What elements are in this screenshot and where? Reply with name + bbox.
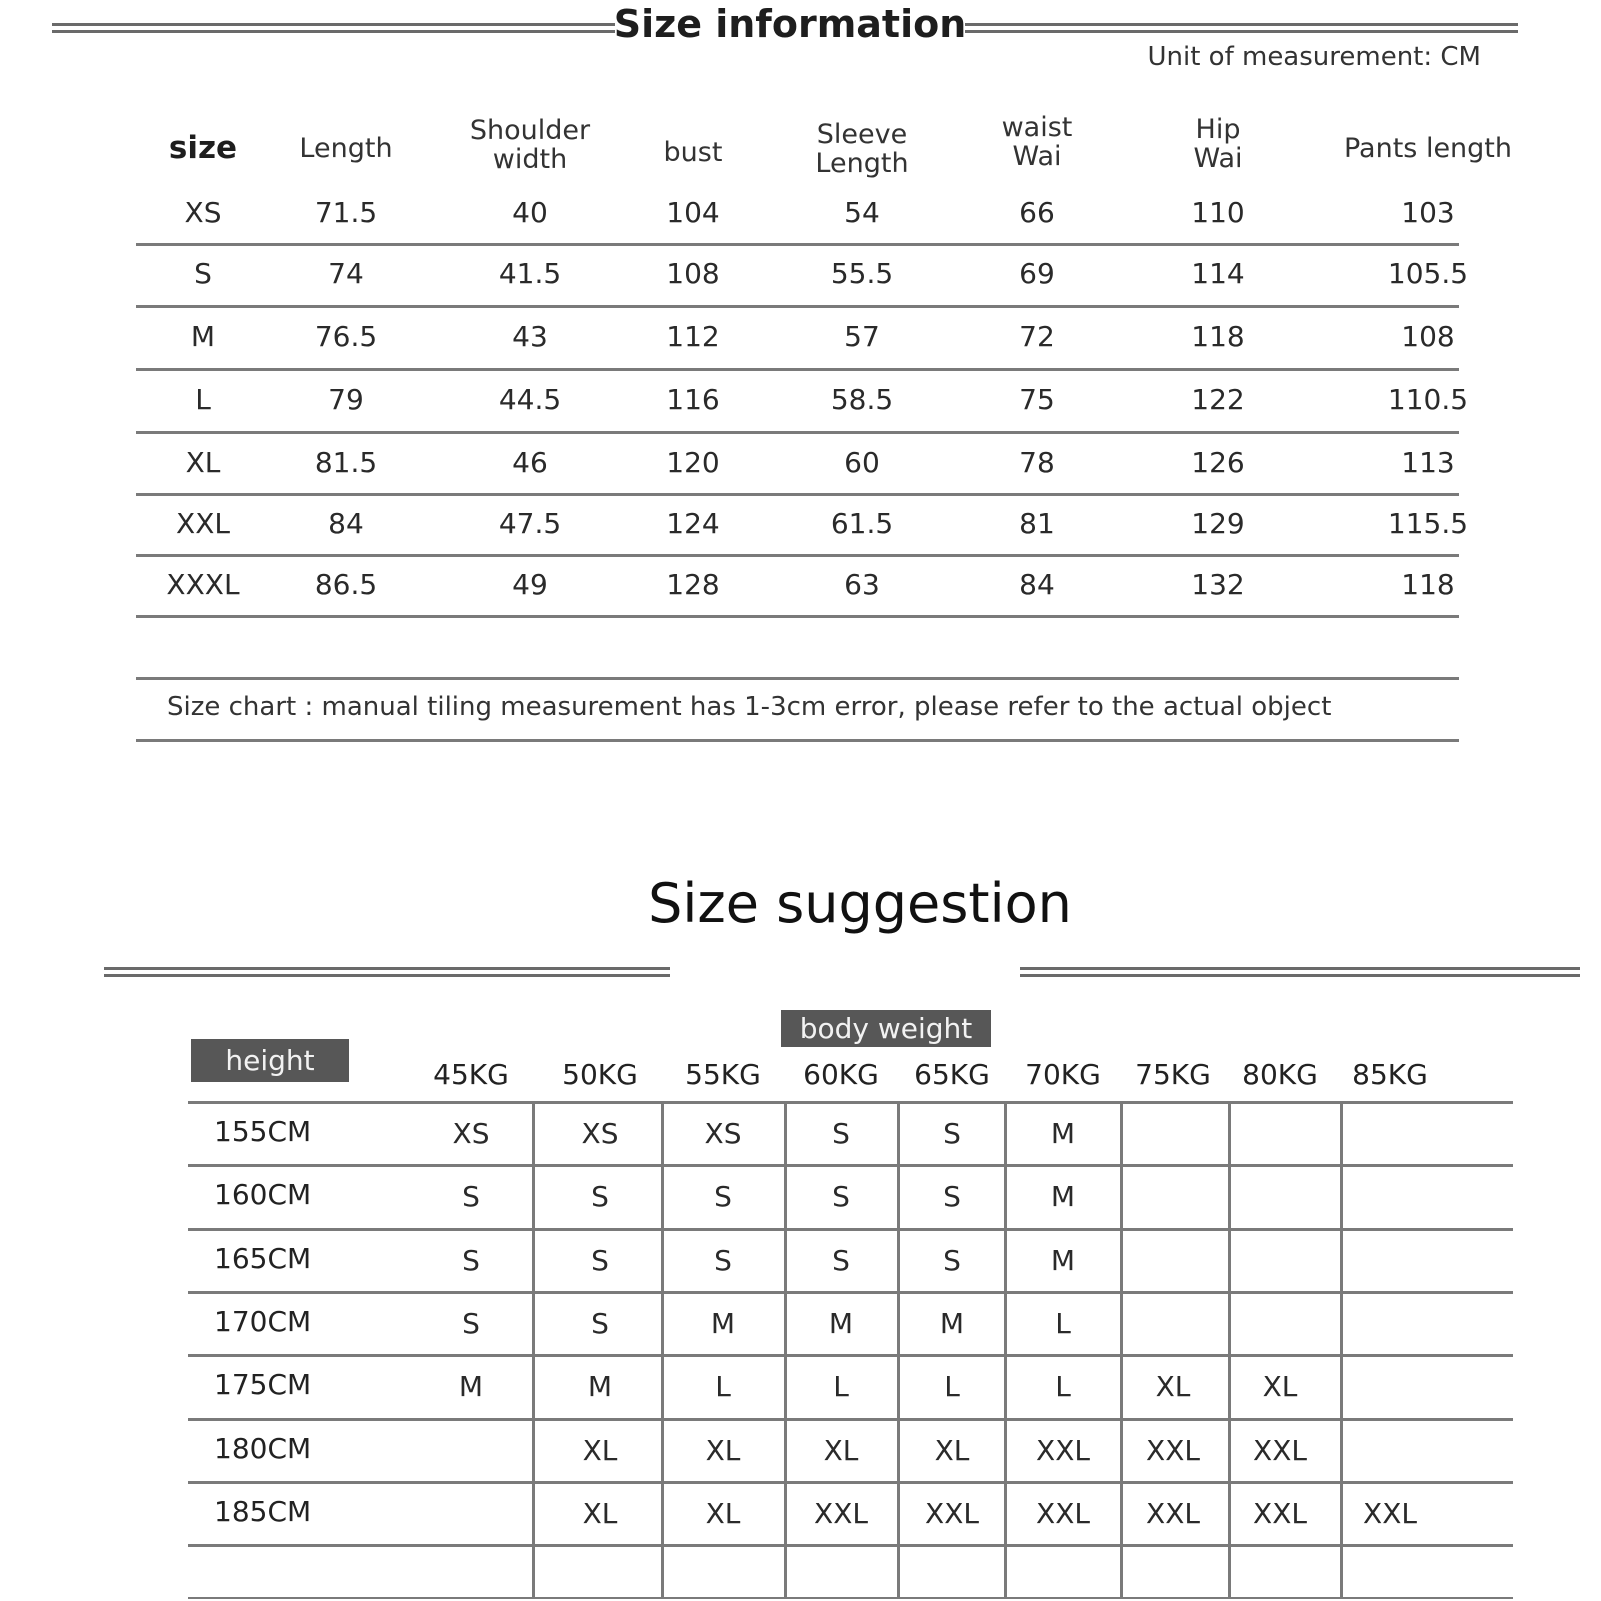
suggested-size-cell: XXL	[1146, 1434, 1200, 1467]
measurement-cell: 61.5	[830, 507, 894, 540]
row-divider	[136, 305, 1459, 308]
suggested-size-cell: XL	[1155, 1370, 1191, 1403]
height-label: height	[191, 1039, 349, 1082]
measurement-cell: 78	[1019, 446, 1055, 479]
grid-row-line	[188, 1544, 1513, 1547]
size-suggestion-title: Size suggestion	[648, 872, 1072, 935]
suggested-size-cell: XS	[704, 1117, 742, 1150]
suggestion-rule-right	[1020, 967, 1580, 970]
size-label: L	[195, 383, 211, 416]
height-row-label: 185CM	[214, 1495, 312, 1528]
row-divider	[136, 615, 1459, 618]
column-header: Pants length	[1343, 133, 1513, 164]
column-header: bust	[663, 137, 723, 168]
suggested-size-cell: S	[943, 1180, 961, 1213]
weight-column-header: 80KG	[1242, 1058, 1318, 1091]
suggested-size-cell: XL	[1262, 1370, 1298, 1403]
measurement-cell: 63	[844, 568, 880, 601]
suggested-size-cell: XXL	[1363, 1497, 1417, 1530]
size-label: XS	[184, 196, 222, 229]
measurement-cell: 75	[1019, 383, 1055, 416]
suggested-size-cell: XL	[934, 1434, 970, 1467]
column-header: Sleeve Length	[815, 119, 909, 179]
suggested-size-cell: M	[710, 1307, 736, 1340]
weight-column-header: 50KG	[562, 1058, 638, 1091]
measurement-cell: 115.5	[1387, 507, 1469, 540]
column-header: Shoulder width	[469, 115, 591, 175]
weight-column-header: 55KG	[685, 1058, 761, 1091]
height-row-label: 160CM	[214, 1178, 312, 1211]
measurement-cell: 72	[1019, 320, 1055, 353]
suggested-size-cell: XL	[582, 1497, 618, 1530]
size-information-title: Size information	[613, 2, 967, 46]
size-label: M	[190, 320, 216, 353]
grid-row-line	[188, 1164, 1513, 1167]
suggested-size-cell: S	[462, 1307, 480, 1340]
measurement-cell: 44.5	[498, 383, 562, 416]
suggested-size-cell: L	[1055, 1370, 1071, 1403]
grid-row-line	[188, 1418, 1513, 1421]
suggested-size-cell: M	[1050, 1244, 1076, 1277]
measurement-cell: 81.5	[314, 446, 378, 479]
note-top-rule	[136, 677, 1459, 680]
grid-column-line	[1228, 1101, 1231, 1597]
measurement-cell: 81	[1019, 507, 1055, 540]
suggested-size-cell: L	[944, 1370, 960, 1403]
suggested-size-cell: XS	[581, 1117, 619, 1150]
measurement-cell: 110.5	[1387, 383, 1469, 416]
weight-column-header: 70KG	[1025, 1058, 1101, 1091]
measurement-cell: 108	[666, 257, 720, 290]
size-label: S	[194, 257, 212, 290]
suggested-size-cell: S	[714, 1180, 732, 1213]
size-label: XL	[185, 446, 221, 479]
suggested-size-cell: XS	[452, 1117, 490, 1150]
measurement-cell: 84	[1019, 568, 1055, 601]
measurement-cell: 104	[666, 196, 720, 229]
suggested-size-cell: M	[458, 1370, 484, 1403]
weight-column-header: 75KG	[1135, 1058, 1211, 1091]
height-row-label: 165CM	[214, 1242, 312, 1275]
measurement-cell: 105.5	[1387, 257, 1469, 290]
suggested-size-cell: M	[587, 1370, 613, 1403]
measurement-cell: 71.5	[314, 196, 378, 229]
suggested-size-cell: XXL	[1253, 1497, 1307, 1530]
suggested-size-cell: S	[832, 1244, 850, 1277]
suggested-size-cell: S	[462, 1244, 480, 1277]
grid-row-line	[188, 1597, 1513, 1599]
suggested-size-cell: S	[462, 1180, 480, 1213]
title-rule-left	[52, 23, 615, 26]
measurement-cell: 122	[1191, 383, 1245, 416]
column-header: waist Wai	[1001, 112, 1073, 172]
suggested-size-cell: XXL	[1036, 1434, 1090, 1467]
height-row-label: 155CM	[214, 1115, 312, 1148]
row-divider	[136, 493, 1459, 496]
measurement-cell: 118	[1401, 568, 1455, 601]
weight-column-header: 60KG	[803, 1058, 879, 1091]
suggested-size-cell: XL	[705, 1497, 741, 1530]
measurement-cell: 49	[512, 568, 548, 601]
grid-column-line	[532, 1101, 535, 1597]
measurement-cell: 58.5	[830, 383, 894, 416]
row-divider	[136, 368, 1459, 371]
suggested-size-cell: M	[1050, 1117, 1076, 1150]
suggested-size-cell: XL	[705, 1434, 741, 1467]
measurement-cell: 41.5	[498, 257, 562, 290]
measurement-cell: 126	[1191, 446, 1245, 479]
suggested-size-cell: L	[1055, 1307, 1071, 1340]
suggested-size-cell: XXL	[1253, 1434, 1307, 1467]
suggested-size-cell: S	[591, 1244, 609, 1277]
measurement-cell: 43	[512, 320, 548, 353]
grid-row-line	[188, 1354, 1513, 1357]
grid-row-line	[188, 1291, 1513, 1294]
measurement-cell: 103	[1401, 196, 1455, 229]
suggested-size-cell: L	[715, 1370, 731, 1403]
suggested-size-cell: XXL	[1036, 1497, 1090, 1530]
measurement-cell: 129	[1191, 507, 1245, 540]
measurement-cell: 76.5	[314, 320, 378, 353]
grid-column-line	[1340, 1101, 1343, 1597]
suggested-size-cell: S	[714, 1244, 732, 1277]
weight-column-header: 65KG	[914, 1058, 990, 1091]
grid-column-line	[1120, 1101, 1123, 1597]
measurement-cell: 86.5	[314, 568, 378, 601]
measurement-cell: 54	[844, 196, 880, 229]
unit-of-measurement: Unit of measurement: CM	[1147, 42, 1481, 72]
suggested-size-cell: M	[939, 1307, 965, 1340]
suggested-size-cell: XXL	[1146, 1497, 1200, 1530]
weight-column-header: 85KG	[1352, 1058, 1428, 1091]
measurement-cell: 118	[1191, 320, 1245, 353]
measurement-cell: 40	[512, 196, 548, 229]
measurement-cell: 79	[328, 383, 364, 416]
grid-row-line	[188, 1228, 1513, 1231]
row-divider	[136, 431, 1459, 434]
weight-column-header: 45KG	[433, 1058, 509, 1091]
size-label: XXL	[176, 507, 230, 540]
measurement-cell: 110	[1191, 196, 1245, 229]
grid-column-line	[1004, 1101, 1007, 1597]
measurement-cell: 108	[1401, 320, 1455, 353]
height-row-label: 170CM	[214, 1305, 312, 1338]
suggestion-rule-left	[104, 967, 670, 970]
measurement-cell: 113	[1401, 446, 1455, 479]
suggested-size-cell: S	[591, 1180, 609, 1213]
suggested-size-cell: XL	[823, 1434, 859, 1467]
note-bottom-rule	[136, 739, 1459, 742]
row-divider	[136, 243, 1459, 246]
column-header: size	[168, 130, 238, 166]
suggested-size-cell: M	[1050, 1180, 1076, 1213]
column-header: Length	[299, 133, 393, 164]
suggested-size-cell: XL	[582, 1434, 618, 1467]
suggested-size-cell: S	[591, 1307, 609, 1340]
title-rule-right	[965, 23, 1518, 26]
measurement-cell: 60	[844, 446, 880, 479]
measurement-cell: 47.5	[498, 507, 562, 540]
grid-row-line	[188, 1481, 1513, 1484]
measurement-cell: 120	[666, 446, 720, 479]
suggested-size-cell: S	[832, 1180, 850, 1213]
height-row-label: 175CM	[214, 1368, 312, 1401]
row-divider	[136, 554, 1459, 557]
grid-column-line	[897, 1101, 900, 1597]
measurement-cell: 128	[666, 568, 720, 601]
measurement-cell: 57	[844, 320, 880, 353]
grid-row-line	[188, 1101, 1513, 1104]
suggested-size-cell: L	[833, 1370, 849, 1403]
suggested-size-cell: XXL	[925, 1497, 979, 1530]
measurement-cell: 69	[1019, 257, 1055, 290]
measurement-cell: 124	[666, 507, 720, 540]
height-row-label: 180CM	[214, 1432, 312, 1465]
suggested-size-cell: S	[943, 1244, 961, 1277]
measurement-cell: 114	[1191, 257, 1245, 290]
measurement-cell: 116	[666, 383, 720, 416]
measurement-cell: 132	[1191, 568, 1245, 601]
measurement-cell: 84	[328, 507, 364, 540]
grid-column-line	[784, 1101, 787, 1597]
body-weight-label: body weight	[781, 1010, 991, 1047]
suggested-size-cell: M	[828, 1307, 854, 1340]
suggested-size-cell: S	[943, 1117, 961, 1150]
measurement-cell: 66	[1019, 196, 1055, 229]
size-chart-note: Size chart : manual tiling measurement has 1-3cm error, please refer to the actual object	[167, 692, 1332, 722]
size-label: XXXL	[166, 568, 240, 601]
suggested-size-cell: XXL	[814, 1497, 868, 1530]
column-header: Hip Wai	[1193, 114, 1243, 174]
grid-column-line	[661, 1101, 664, 1597]
measurement-cell: 55.5	[830, 257, 894, 290]
measurement-cell: 112	[666, 320, 720, 353]
measurement-cell: 46	[512, 446, 548, 479]
measurement-cell: 74	[328, 257, 364, 290]
suggested-size-cell: S	[832, 1117, 850, 1150]
